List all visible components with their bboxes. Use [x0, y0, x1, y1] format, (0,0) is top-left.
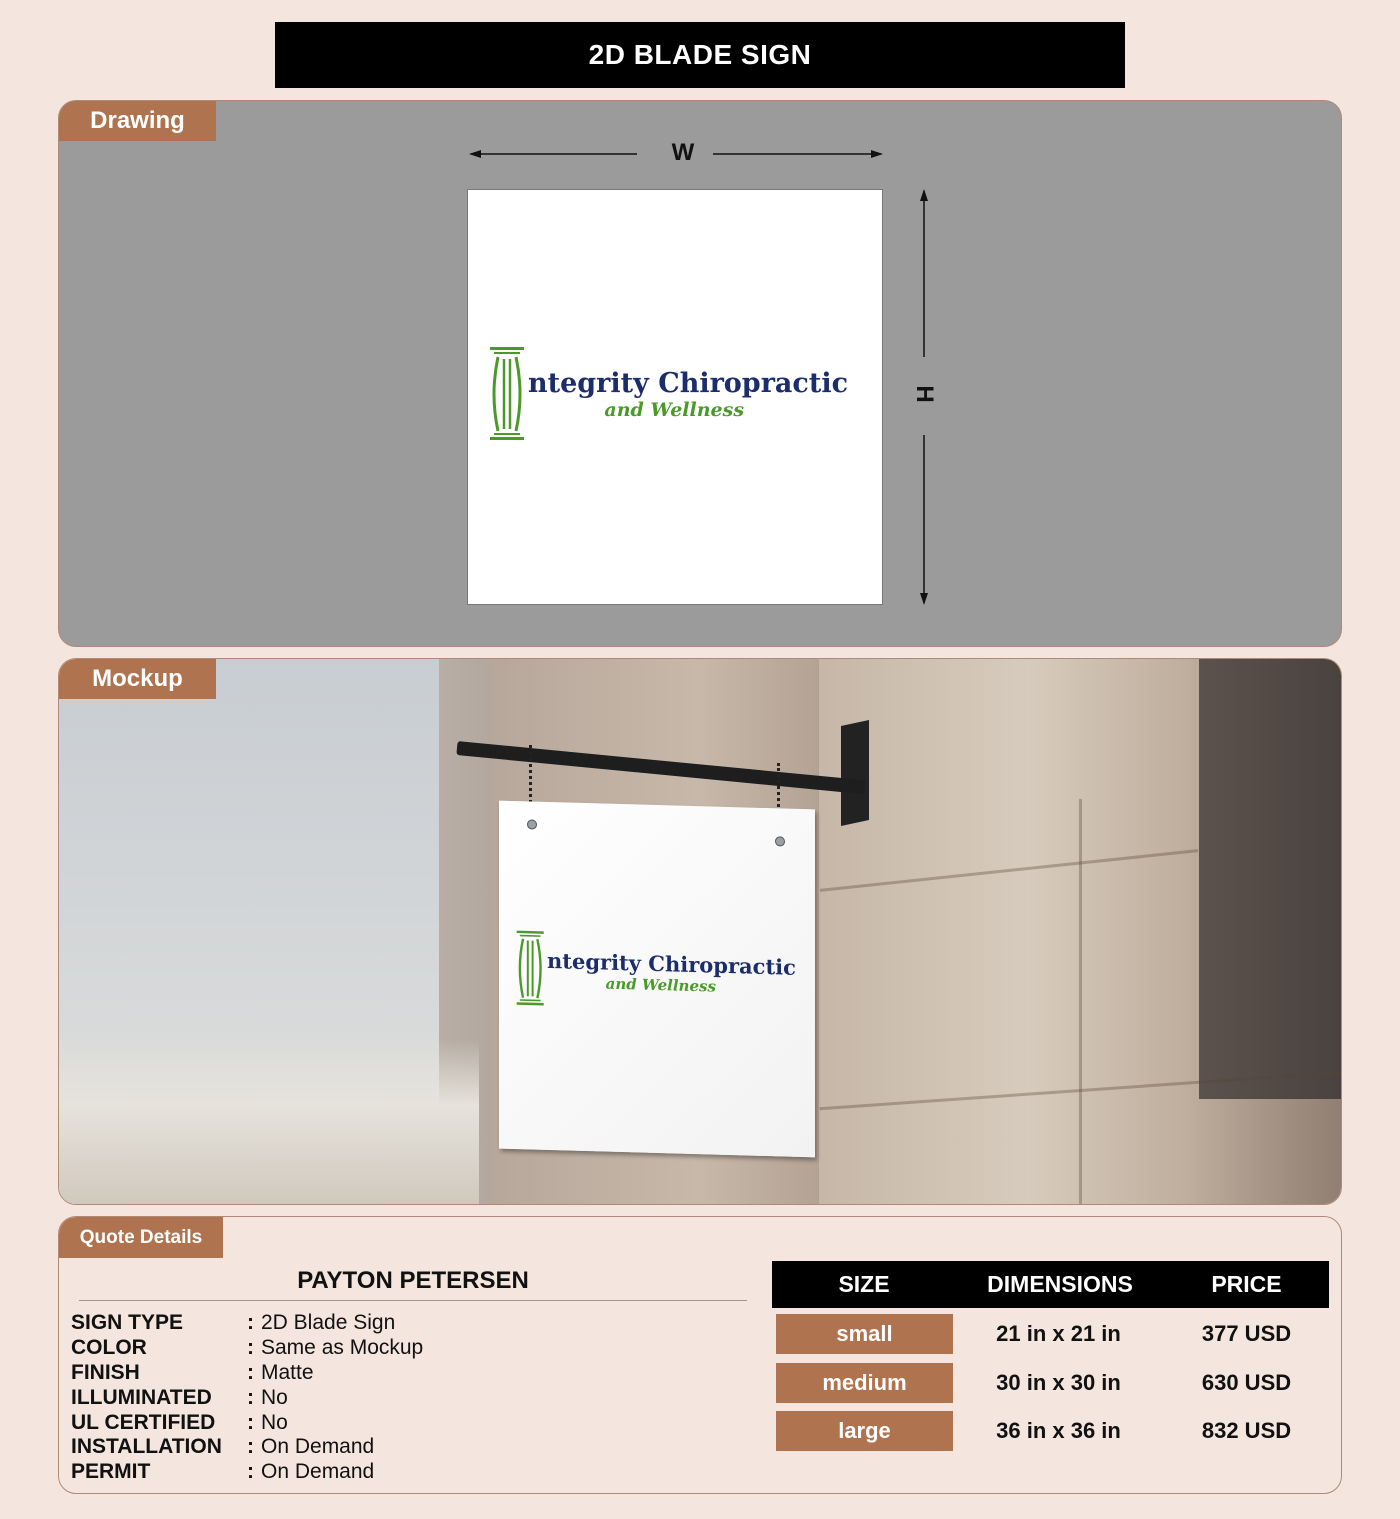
mockup-panel	[58, 658, 1342, 1205]
spec-separator: :	[247, 1460, 254, 1484]
spec-row	[71, 1410, 423, 1435]
table-row	[772, 1407, 1329, 1456]
spec-value: No	[261, 1385, 288, 1409]
spec-key: PERMIT	[71, 1460, 151, 1484]
page-title: 2D BLADE SIGN	[275, 22, 1125, 88]
size-badge: medium	[776, 1363, 953, 1403]
building-shadow	[1199, 659, 1342, 1099]
customer-name: PAYTON PETERSEN	[297, 1267, 529, 1294]
spec-separator: :	[247, 1311, 254, 1335]
pillar-icon	[515, 929, 547, 1008]
sign-drawing	[467, 189, 883, 605]
spec-key: UL CERTIFIED	[71, 1410, 216, 1434]
spec-separator: :	[247, 1360, 254, 1384]
spec-key: FINISH	[71, 1360, 140, 1384]
spec-separator: :	[247, 1336, 254, 1360]
mockup-logo-sub-text: and Wellness	[605, 974, 716, 996]
spec-key: COLOR	[71, 1336, 147, 1360]
width-label: W	[671, 139, 695, 166]
spec-separator: :	[247, 1385, 254, 1409]
dimensions-cell: 30 in x 30 in	[996, 1369, 1121, 1395]
table-row	[772, 1310, 1329, 1359]
logo-sub-text: and Wellness	[604, 398, 745, 421]
spec-list	[71, 1311, 423, 1485]
dimensions-cell: 36 in x 36 in	[996, 1418, 1121, 1444]
header-size: SIZE	[838, 1271, 890, 1297]
foreground-blur	[59, 1039, 479, 1205]
hanging-sign	[499, 801, 815, 1158]
logo-main-text: ntegrity Chiropractic	[528, 367, 849, 399]
spec-separator: :	[247, 1435, 254, 1459]
header-price: PRICE	[1211, 1271, 1282, 1297]
size-badge: small	[776, 1314, 953, 1354]
bolt-icon	[527, 819, 537, 829]
bolt-icon	[775, 836, 785, 846]
spec-value: Same as Mockup	[261, 1336, 424, 1360]
spec-key: ILLUMINATED	[71, 1385, 212, 1409]
spec-row	[71, 1435, 423, 1460]
spec-key: SIGN TYPE	[71, 1311, 184, 1335]
spec-row	[71, 1336, 423, 1361]
height-dimension	[909, 189, 939, 605]
table-row	[772, 1359, 1329, 1408]
divider	[79, 1300, 747, 1301]
price-table	[772, 1261, 1329, 1456]
price-table-header	[772, 1261, 1329, 1308]
quote-tab: Quote Details	[59, 1217, 223, 1258]
spec-row	[71, 1460, 423, 1485]
width-dimension	[469, 139, 883, 169]
pillar-icon	[488, 345, 528, 443]
spec-value: Matte	[261, 1360, 314, 1384]
price-cell: 630 USD	[1201, 1369, 1292, 1395]
stone-joint	[1079, 799, 1082, 1205]
mockup-logo-main-text: ntegrity Chiropractic	[547, 947, 796, 980]
mockup-tab: Mockup	[59, 659, 216, 699]
dimensions-cell: 21 in x 21 in	[996, 1321, 1121, 1347]
spec-value: On Demand	[261, 1460, 375, 1484]
header-dimensions: DIMENSIONS	[987, 1271, 1133, 1297]
spec-value: No	[261, 1410, 288, 1434]
quote-panel	[58, 1216, 1342, 1494]
spec-row	[71, 1385, 423, 1410]
spec-value: On Demand	[261, 1435, 375, 1459]
spec-separator: :	[247, 1410, 254, 1434]
sign-logo	[488, 345, 848, 443]
price-cell: 377 USD	[1201, 1321, 1292, 1347]
mockup-logo	[515, 929, 796, 1015]
bracket-plate	[841, 720, 869, 826]
spec-key: INSTALLATION	[71, 1435, 222, 1459]
spec-row	[71, 1311, 423, 1336]
drawing-panel	[58, 100, 1342, 647]
spec-row	[71, 1361, 423, 1386]
drawing-tab: Drawing	[59, 101, 216, 141]
height-label: H	[911, 385, 938, 403]
size-badge: large	[776, 1411, 953, 1451]
spec-value: 2D Blade Sign	[261, 1311, 396, 1335]
price-cell: 832 USD	[1201, 1418, 1292, 1444]
